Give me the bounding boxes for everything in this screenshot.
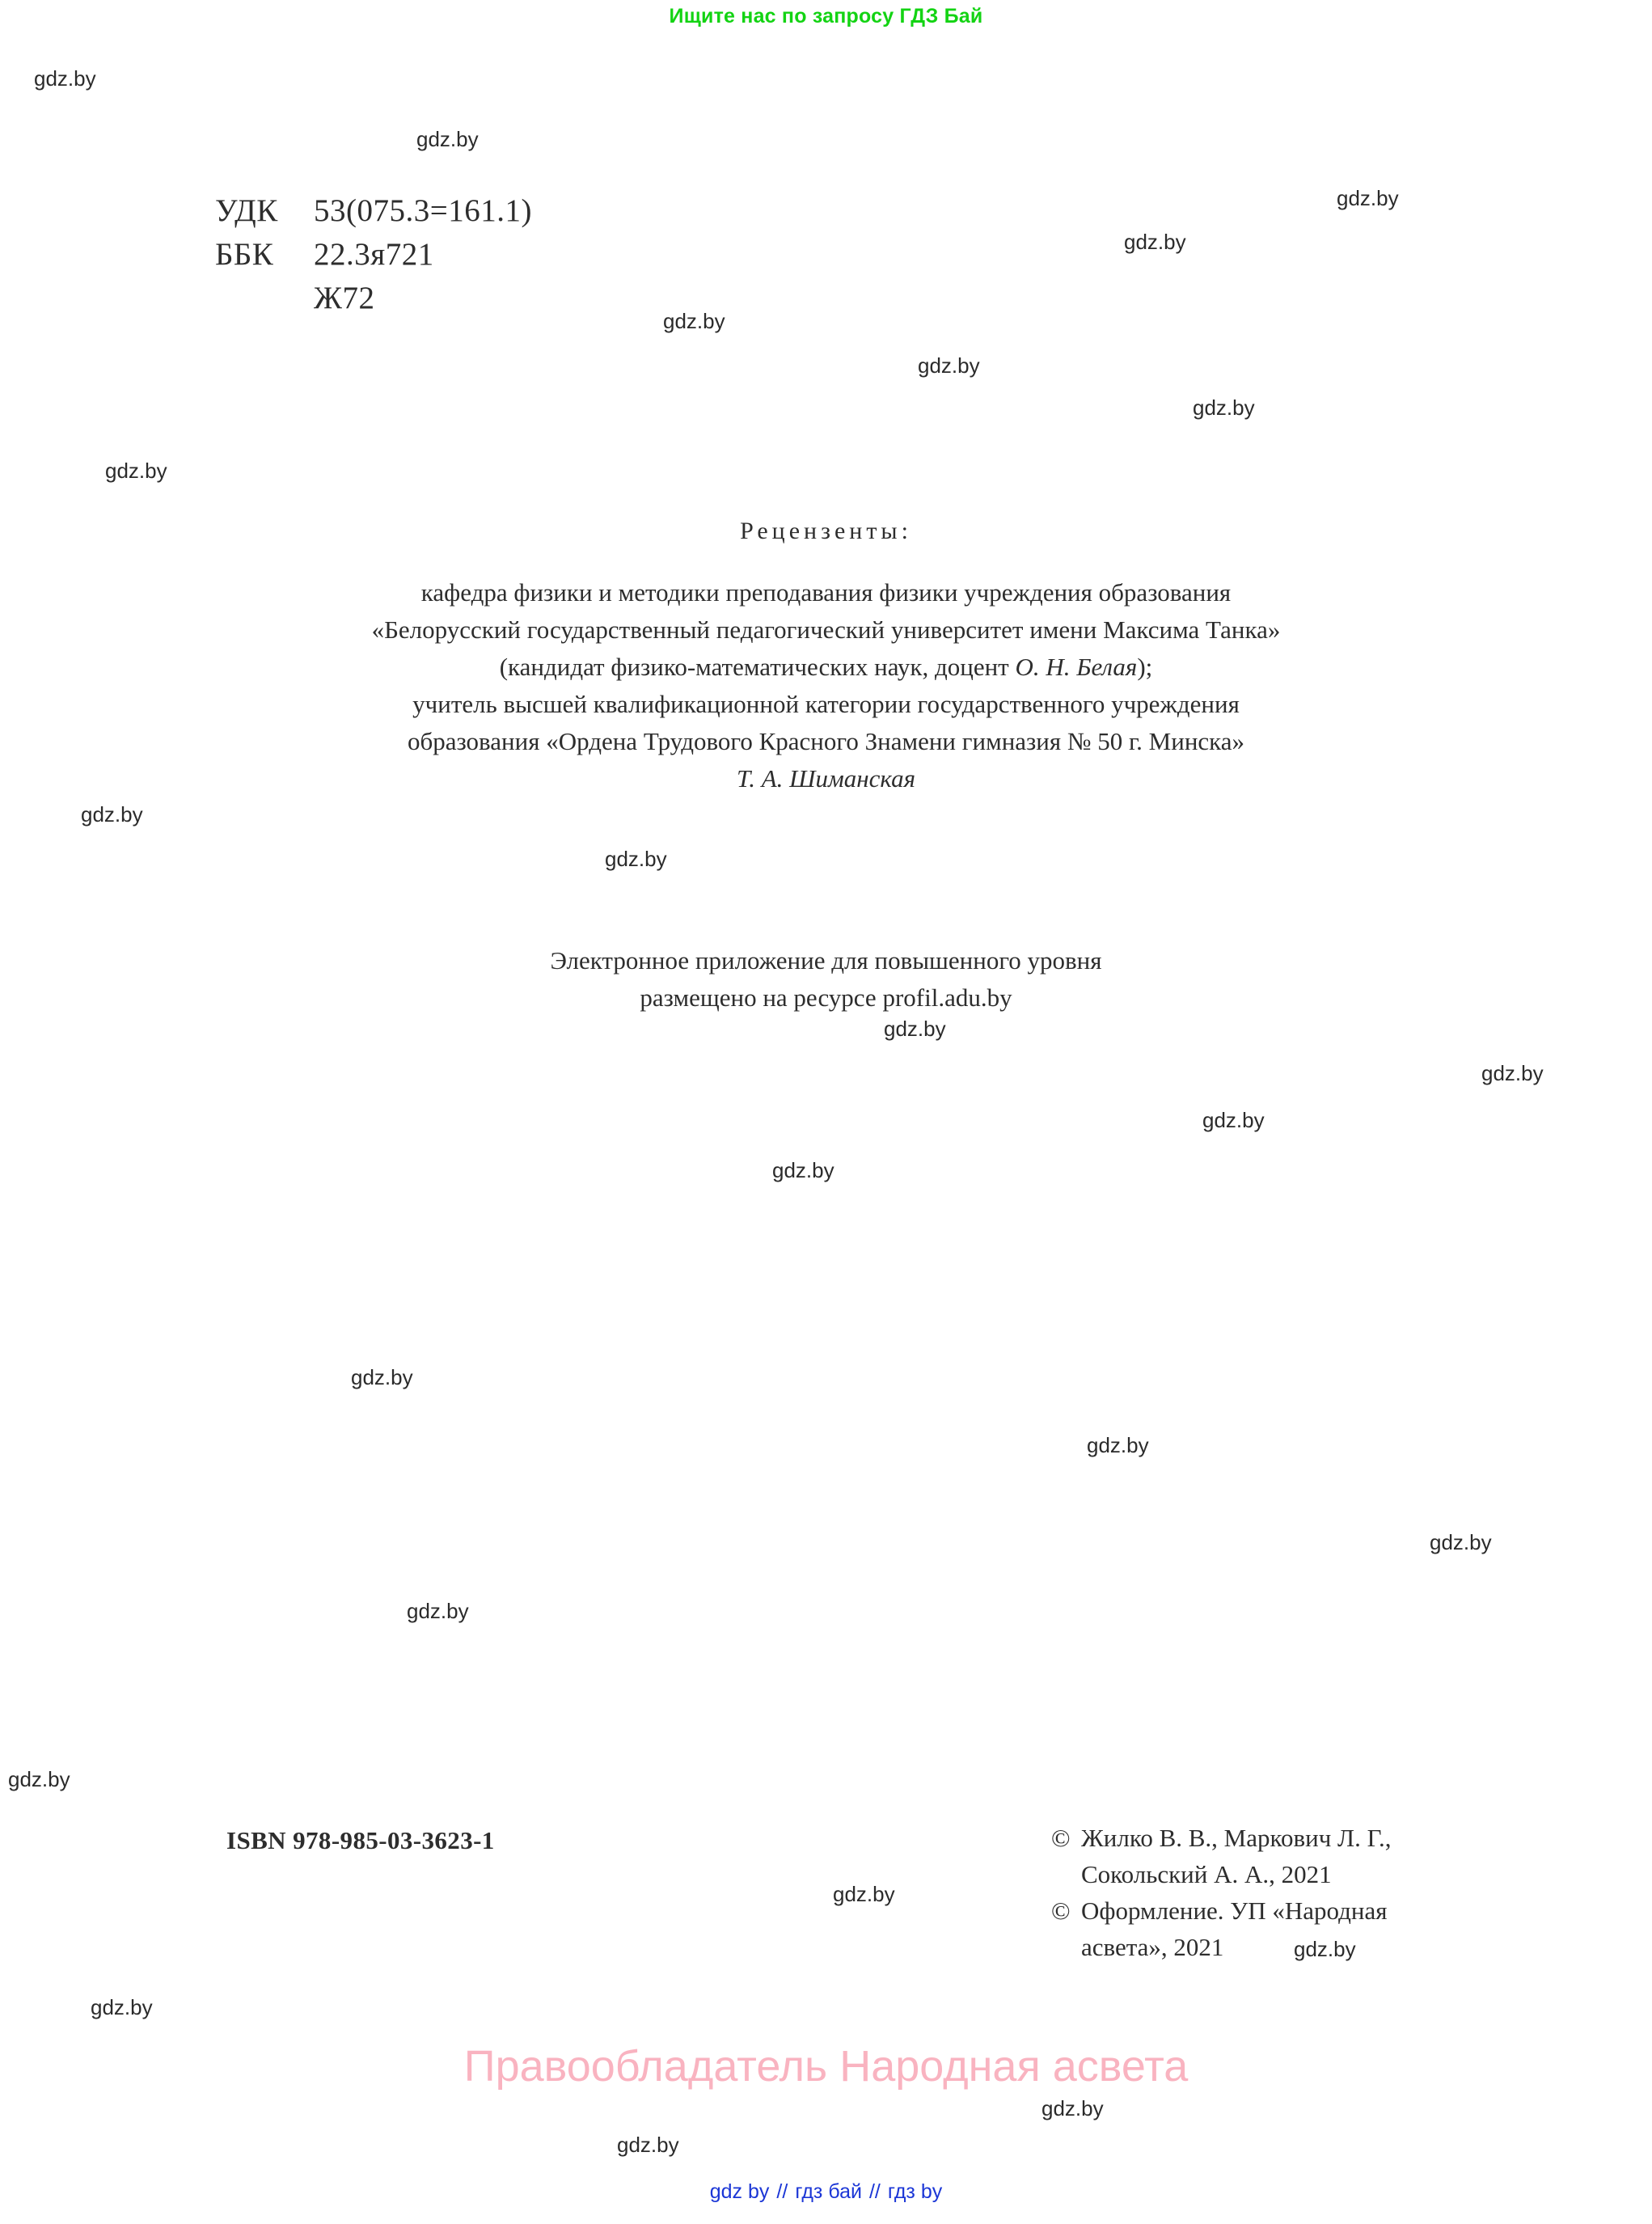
gdz-watermark: gdz.by	[884, 1017, 946, 1041]
gdz-watermark: gdz.by	[833, 1882, 895, 1906]
reviewer-name-shimanskaya: Т. А. Шиманская	[736, 764, 916, 793]
gdz-watermark: gdz.by	[1294, 1937, 1356, 1961]
footer-link-gdz-bay[interactable]: гдз бай	[795, 2180, 862, 2203]
gdz-watermark: gdz.by	[1430, 1530, 1492, 1554]
footer-separator: //	[868, 2180, 881, 2203]
footer-separator: //	[776, 2180, 788, 2203]
bbk-value: 22.3я721	[314, 237, 434, 272]
udk-value: 53(075.3=161.1)	[314, 193, 532, 228]
udk-label: УДК	[215, 193, 278, 228]
reviewers-line-3-suffix: );	[1137, 653, 1153, 681]
bbk-label: ББК	[215, 237, 274, 272]
udk-row	[215, 189, 532, 233]
copyright-icon: ©	[1051, 1896, 1071, 1925]
reviewers-line-3	[0, 649, 1652, 686]
footer-link-gdz-by[interactable]: gdz by	[709, 2180, 770, 2203]
reviewers-line-3-prefix: (кандидат физико-математических наук, доцент	[499, 653, 1016, 681]
reviewers-line-4: учитель высшей квалификационной категории государственного учреждения	[412, 690, 1240, 718]
gdz-watermark: gdz.by	[772, 1158, 834, 1182]
gdz-watermark: gdz.by	[617, 2133, 679, 2157]
copyright-authors-line-1: Жилко В. В., Маркович Л. Г.,	[1081, 1824, 1392, 1852]
electronic-supplement-note	[0, 942, 1652, 1017]
copyright-design-line-1: Оформление. УП «Народная	[1081, 1896, 1388, 1925]
isbn: ISBN 978-985-03-3623-1	[226, 1826, 495, 1854]
gdz-watermark: gdz.by	[1193, 395, 1255, 420]
gdz-watermark: gdz.by	[8, 1767, 70, 1791]
supplement-line-1: Электронное приложение для повышенного уровня	[550, 946, 1102, 975]
gdz-watermark: gdz.by	[34, 66, 96, 91]
copyright-authors-line-2: Сокольский А. А., 2021	[1081, 1860, 1332, 1888]
gdz-watermark: gdz.by	[1337, 186, 1399, 210]
reviewers-line-2: «Белорусский государственный педагогический университет имени Максима Танка»	[371, 615, 1281, 644]
classification-codes	[215, 189, 532, 320]
gdz-watermark: gdz.by	[918, 353, 980, 378]
gdz-watermark: gdz.by	[1041, 2096, 1104, 2120]
gdz-watermark: gdz.by	[105, 459, 167, 483]
gdz-watermark: gdz.by	[663, 309, 725, 333]
bbk-row	[215, 233, 532, 277]
gdz-watermark: gdz.by	[1481, 1061, 1544, 1085]
gdz-watermark: gdz.by	[1087, 1433, 1149, 1457]
supplement-line-2: размещено на ресурсе profil.adu.by	[640, 983, 1012, 1012]
reviewers-block	[0, 518, 1652, 797]
copyright-icon: ©	[1051, 1824, 1071, 1852]
shelf-row	[215, 277, 532, 320]
reviewers-line-5: образования «Ордена Трудового Красного Знамени гимназия № 50 г. Минска»	[407, 727, 1245, 755]
promo-banner: Ищите нас по запросу ГДЗ Бай	[669, 5, 983, 27]
reviewers-heading: Рецензенты:	[740, 518, 912, 544]
shelf-value: Ж72	[314, 281, 375, 315]
gdz-watermark: gdz.by	[351, 1365, 413, 1389]
copyright-entry-design	[1051, 1892, 1569, 1965]
gdz-watermark: gdz.by	[91, 1995, 153, 2019]
gdz-watermark: gdz.by	[1124, 230, 1186, 254]
copyright-block	[1051, 1820, 1569, 1965]
footer-link-gdz-by-ru[interactable]: гдз by	[887, 2180, 943, 2203]
reviewer-name-belaya: О. Н. Белая	[1015, 653, 1138, 681]
gdz-watermark: gdz.by	[1202, 1108, 1265, 1132]
copyright-entry-authors	[1051, 1820, 1569, 1892]
gdz-watermark: gdz.by	[407, 1599, 469, 1623]
copyright-design-line-2: асвета», 2021	[1081, 1933, 1224, 1961]
gdz-watermark: gdz.by	[605, 847, 667, 871]
gdz-watermark: gdz.by	[81, 802, 143, 827]
footer-links	[0, 2180, 1652, 2204]
rights-holder-watermark: Правообладатель Народная асвета	[463, 2042, 1189, 2091]
gdz-watermark: gdz.by	[416, 127, 479, 151]
reviewers-line-1: кафедра физики и методики преподавания физики учреждения образования	[420, 578, 1232, 607]
